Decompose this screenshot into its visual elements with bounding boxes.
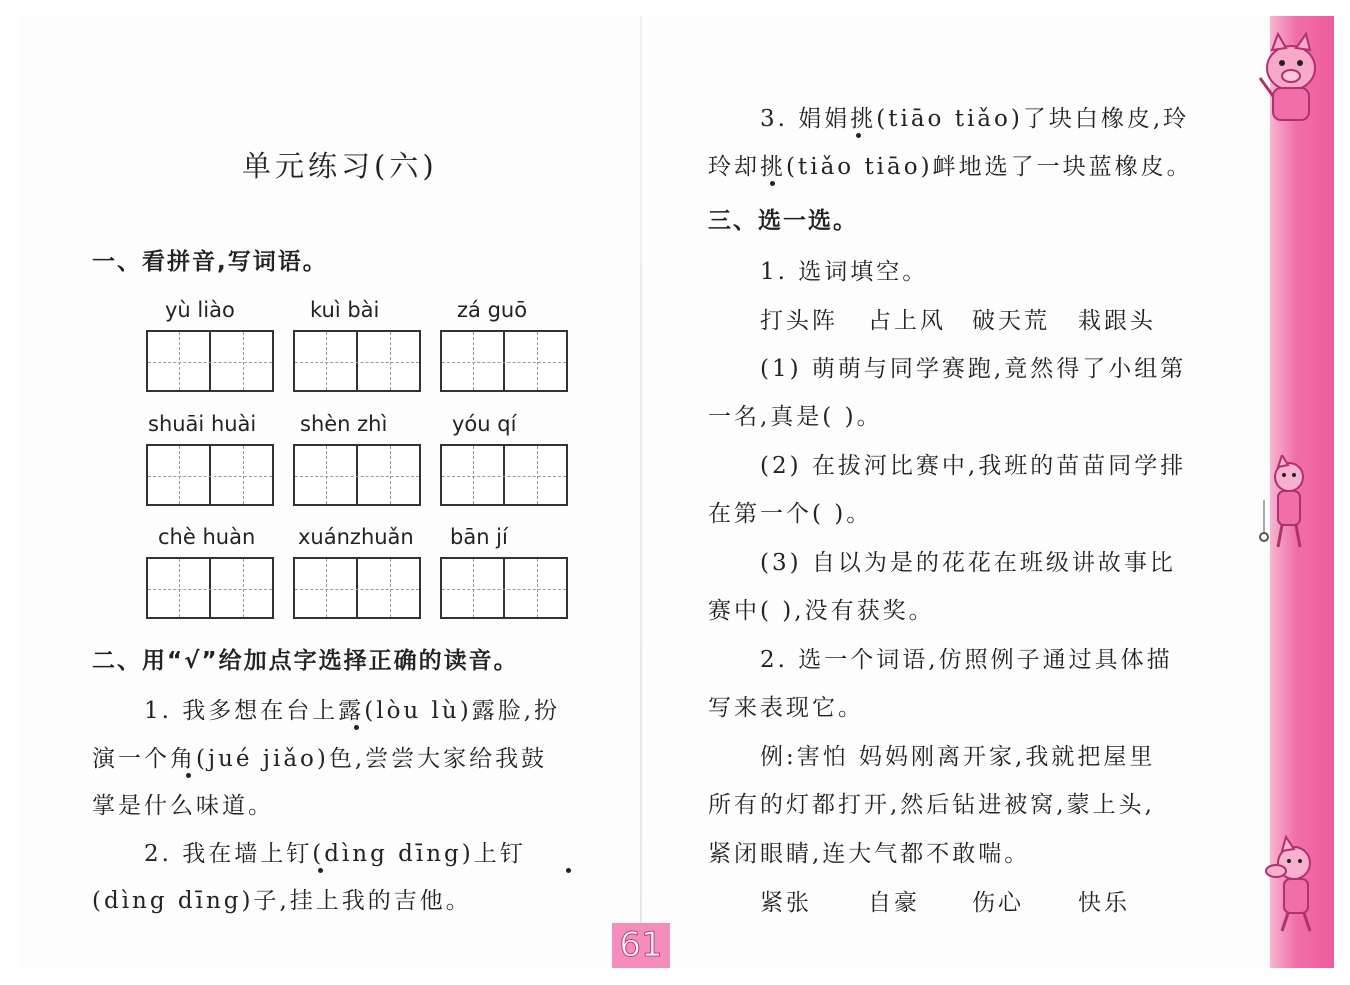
pinyin-label: kuì bài xyxy=(310,298,380,322)
writing-box[interactable] xyxy=(146,330,274,392)
writing-box[interactable] xyxy=(293,330,421,392)
writing-box[interactable] xyxy=(440,444,568,506)
writing-box[interactable] xyxy=(440,557,568,619)
word-choice: 紧张 xyxy=(760,890,812,916)
fill-blank-line: (2) 在拔河比赛中,我班的苗苗同学排 xyxy=(760,453,1187,479)
question-1-line: 演一个角(jué jiǎo)色,尝尝大家给我鼓 xyxy=(92,746,548,772)
fill-blank-line: (3) 自以为是的花花在班级讲故事比 xyxy=(760,550,1176,576)
word-choice: 占上风 xyxy=(868,308,946,334)
pinyin-label: shèn zhì xyxy=(300,412,388,436)
page-title: 单元练习(六) xyxy=(242,149,438,183)
page-fold xyxy=(640,16,642,968)
word-choice: 栽跟头 xyxy=(1078,308,1156,334)
wolf-yoyo-mascot-icon xyxy=(1254,455,1324,559)
section-2-heading: 二、用“√”给加点字选择正确的读音。 xyxy=(92,648,519,674)
pinyin-label: shuāi huài xyxy=(148,412,257,436)
emphasis-dot xyxy=(354,725,359,730)
emphasis-dot xyxy=(186,773,191,778)
fill-blank-line: 赛中( ),没有获奖。 xyxy=(708,598,935,624)
section-3-heading: 三、选一选。 xyxy=(708,208,858,234)
pinyin-label: zá guō xyxy=(457,298,528,322)
fill-blank-line: (1) 萌萌与同学赛跑,竟然得了小组第 xyxy=(760,356,1187,382)
word-choice: 破天荒 xyxy=(972,308,1050,334)
question-2-line: (dìng dīng)子,挂上我的吉他。 xyxy=(92,888,472,914)
subquestion-1-heading: 1. 选词填空。 xyxy=(760,259,929,285)
pinyin-label: yù liào xyxy=(165,298,235,322)
word-choice: 打头阵 xyxy=(760,308,838,334)
word-choice: 快乐 xyxy=(1078,890,1130,916)
question-3-line: 玲却挑(tiǎo tiāo)衅地选了一块蓝橡皮。 xyxy=(708,154,1193,180)
wolf-mascot-icon xyxy=(1252,835,1332,939)
pinyin-label: xuánzhuǎn xyxy=(298,525,414,549)
writing-box[interactable] xyxy=(146,557,274,619)
writing-box[interactable] xyxy=(146,444,274,506)
word-choice: 自豪 xyxy=(868,890,920,916)
emphasis-dot xyxy=(856,133,861,138)
question-1-line: 1. 我多想在台上露(lòu lù)露脸,扮 xyxy=(144,698,561,724)
fill-blank-line: 在第一个( )。 xyxy=(708,501,873,527)
writing-box[interactable] xyxy=(293,444,421,506)
section-1-heading: 一、看拼音,写词语。 xyxy=(92,249,328,275)
emphasis-dot xyxy=(318,868,323,873)
example-line: 紧闭眼睛,连大气都不敢喘。 xyxy=(708,841,1031,867)
pinyin-label: chè huàn xyxy=(158,525,256,549)
page-number: 61 xyxy=(612,923,670,968)
question-2-line: 2. 我在墙上钉(dìng dīng)上钉 xyxy=(144,841,526,867)
writing-box[interactable] xyxy=(293,557,421,619)
emphasis-dot xyxy=(566,868,571,873)
word-choice: 伤心 xyxy=(972,890,1024,916)
question-1-line: 掌是什么味道。 xyxy=(92,793,274,819)
example-line: 所有的灯都打开,然后钻进被窝,蒙上头, xyxy=(708,792,1155,818)
pinyin-label: yóu qí xyxy=(452,412,517,436)
pig-mascot-icon xyxy=(1248,28,1334,132)
emphasis-dot xyxy=(770,181,775,186)
pinyin-label: bān jí xyxy=(450,525,508,549)
subquestion-2-line: 写来表现它。 xyxy=(708,695,864,721)
example-line: 例:害怕 妈妈刚离开家,我就把屋里 xyxy=(760,744,1156,770)
question-3-line: 3. 娟娟挑(tiāo tiǎo)了块白橡皮,玲 xyxy=(760,106,1190,132)
writing-box[interactable] xyxy=(440,330,568,392)
fill-blank-line: 一名,真是( )。 xyxy=(708,404,883,430)
subquestion-2-line: 2. 选一个词语,仿照例子通过具体描 xyxy=(760,647,1173,673)
